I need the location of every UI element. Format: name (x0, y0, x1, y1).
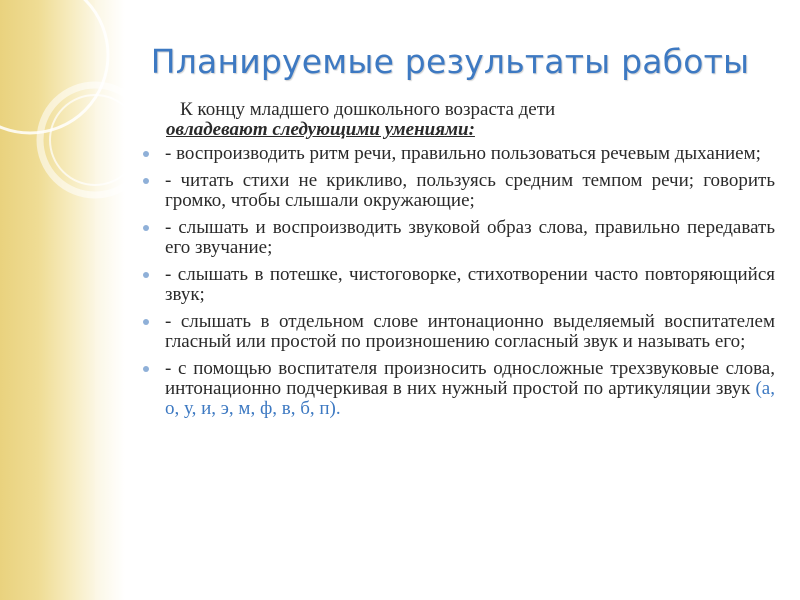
list-item (135, 312, 775, 352)
slide-title: Планируемые результаты работы (150, 42, 750, 81)
intro-emphasis: овладевают следующими умениями: (166, 119, 475, 140)
skills-list (135, 144, 775, 419)
bullet-dot (143, 319, 149, 325)
bullet-dot (143, 225, 149, 231)
list-item (135, 359, 775, 419)
list-item-text: - воспроизводить ритм речи, правильно пользоваться речевым дыханием; (165, 143, 761, 164)
phoneme-list: (а, о, у, и, э, м, ф, в, б, п). (165, 378, 775, 419)
list-item (135, 144, 775, 164)
bullet-dot (143, 151, 149, 157)
list-item (135, 171, 775, 211)
list-item (135, 218, 775, 258)
list-item (135, 265, 775, 305)
intro-paragraph (135, 100, 775, 140)
intro-text: К концу младшего дошкольного возраста дети (180, 99, 556, 120)
list-item-text: - с помощью воспитателя произносить односложные трехзвуковые слова, интонационно подчеркивая в них нужный простой по артикуляции звук (165, 358, 775, 399)
bullet-dot (143, 366, 149, 372)
list-item-text: - слышать в потешке, чистоговорке, стихотворении часто повторяющийся звук; (165, 264, 775, 305)
list-item-text: - слышать и воспроизводить звуковой образ слова, правильно передавать его звучание; (165, 217, 775, 258)
slide-content (135, 100, 775, 426)
list-item-text: - слышать в отдельном слове интонационно выделяемый воспитателем гласный или простой по произношению согласный звук и называть его; (165, 311, 775, 352)
list-item-text: - читать стихи не крикливо, пользуясь средним темпом речи; говорить громко, чтобы слышали окружающие; (165, 170, 775, 211)
bullet-dot (143, 272, 149, 278)
bullet-dot (143, 178, 149, 184)
